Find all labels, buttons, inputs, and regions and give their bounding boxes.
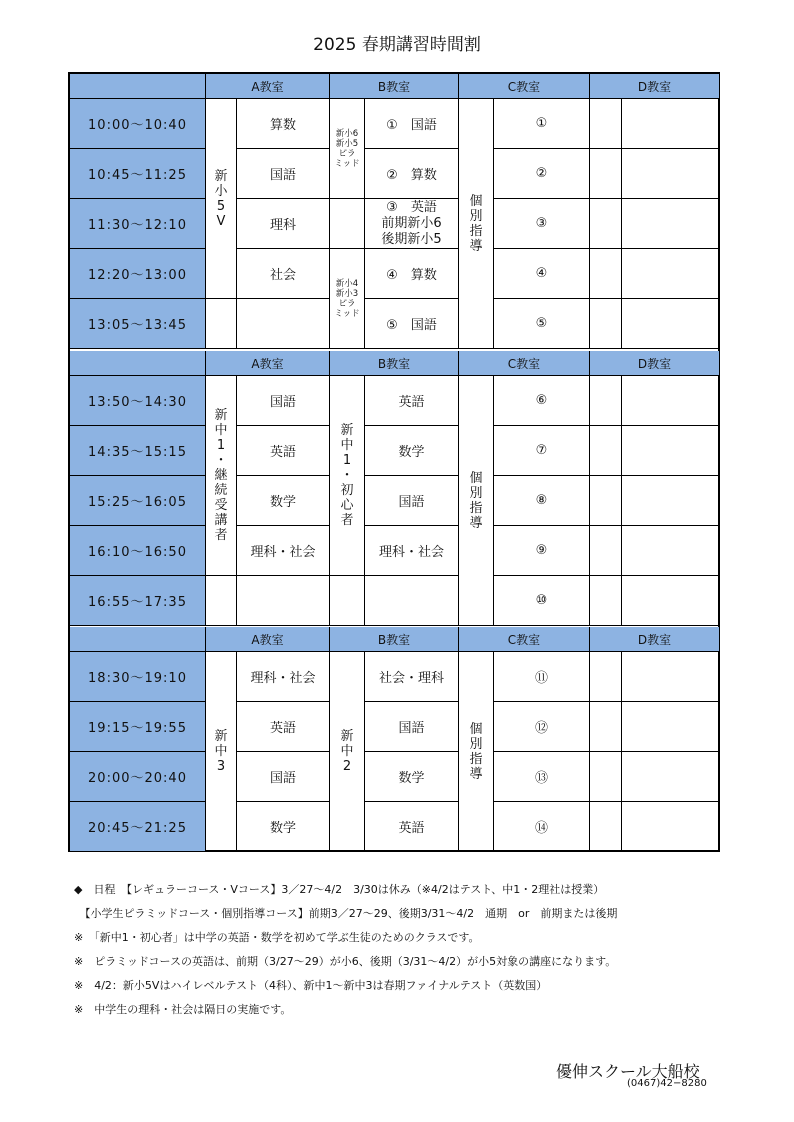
cell-text: 18:30〜19:10: [88, 671, 187, 686]
a-group-empty: [206, 576, 237, 626]
group-char: 1: [216, 438, 226, 453]
cell-text: ⑤ 国語: [386, 318, 437, 333]
b-subject: [365, 426, 459, 476]
cell-text: C教室: [507, 79, 541, 94]
group-char: 導: [469, 766, 483, 782]
school-name: 優伸スクール大船校: [556, 1062, 700, 1081]
room-header: [206, 74, 330, 99]
cell-text: 算数: [269, 118, 296, 133]
group-char: ・: [214, 453, 228, 468]
c-number: [494, 199, 590, 249]
c-group-label: [459, 99, 494, 349]
cell-text: C教室: [507, 356, 541, 371]
group-char: 続: [214, 483, 228, 498]
cell-text: D教室: [637, 356, 672, 371]
room-header: [459, 351, 590, 376]
time-slot: [70, 99, 206, 149]
note-beginner: ※ 「新中1・初心者」は中学の英語・数学を初めて学ぶ生徒のためのクラスです。: [74, 931, 480, 944]
c-number: [494, 299, 590, 349]
room-header: [590, 74, 720, 99]
cell-text: 英語: [398, 395, 425, 410]
d-room-cell: [622, 526, 720, 576]
room-header: [590, 627, 720, 652]
d-room-group: [590, 476, 622, 526]
cell-text: 数学: [398, 445, 425, 460]
group-char: 2: [342, 759, 352, 774]
cell-text: 19:15〜19:55: [88, 721, 187, 736]
b-subject: [365, 802, 459, 852]
cell-text: ⑫: [534, 721, 548, 736]
cell-text: 10:45〜11:25: [88, 168, 187, 183]
group-char: V: [216, 213, 226, 229]
d-room-group: [590, 426, 622, 476]
d-room-cell: [622, 99, 720, 149]
d-room-cell: [622, 149, 720, 199]
d-room-cell: [622, 752, 720, 802]
d-room-group: [590, 576, 622, 626]
group-char: 継: [214, 468, 228, 483]
c-group-label: [459, 376, 494, 626]
cell-text: ④ 算数: [386, 268, 437, 283]
cell-text: 理科・社会: [250, 545, 316, 560]
cell-text: 16:55〜17:35: [88, 595, 187, 610]
room-header: [330, 627, 459, 652]
cell-text: ⑦: [535, 443, 548, 458]
group-char: 新: [214, 729, 228, 744]
cell-text: 数学: [269, 821, 296, 836]
c-number: [494, 802, 590, 852]
room-header: [330, 74, 459, 99]
cell-text: 12:20〜13:00: [88, 268, 187, 283]
a-subject: [237, 249, 330, 299]
timetable: [68, 72, 720, 852]
room-header: [590, 351, 720, 376]
cell-text: 国語: [398, 721, 425, 736]
cell-text: 社会・理科: [378, 671, 444, 686]
group-char: 新: [214, 168, 228, 184]
a-group-label: [206, 652, 237, 852]
cell-text: ⑨: [535, 543, 548, 558]
d-room-group: [590, 802, 622, 852]
a-subject: [237, 426, 330, 476]
cell-text: A教室: [251, 356, 284, 371]
group-char: 初: [340, 483, 354, 498]
d-room-group: [590, 199, 622, 249]
group-char: 個: [469, 721, 483, 737]
group-char: ピラ: [338, 298, 356, 309]
b-subject: [365, 376, 459, 426]
cell-text: A教室: [251, 79, 284, 94]
time-slot: [70, 249, 206, 299]
cell-text: 理科・社会: [378, 545, 444, 560]
cell-text: 英語: [398, 821, 425, 836]
c-number: [494, 752, 590, 802]
cell-text: 前期新小6: [381, 215, 442, 231]
notes: [74, 878, 617, 1022]
d-room-group: [590, 149, 622, 199]
group-char: 中: [214, 423, 228, 438]
b-subject: [365, 299, 459, 349]
cell-text: 数学: [398, 771, 425, 786]
cell-text: D教室: [637, 79, 672, 94]
room-header: [206, 351, 330, 376]
group-char: 受: [214, 498, 228, 513]
cell-text: 理科・社会: [250, 671, 316, 686]
a-group-label: [206, 376, 237, 576]
group-char: 別: [469, 485, 483, 501]
b-subject: [365, 526, 459, 576]
room-header: [459, 74, 590, 99]
b-group-label: [330, 249, 365, 349]
group-char: 中: [214, 744, 228, 759]
d-room-cell: [622, 652, 720, 702]
d-room-cell: [622, 249, 720, 299]
group-char: 心: [340, 498, 354, 513]
group-char: 個: [469, 193, 483, 209]
cell-text: 14:35〜15:15: [88, 445, 187, 460]
group-char: 3: [216, 759, 226, 774]
group-char: 新: [214, 408, 228, 423]
time-slot: [70, 526, 206, 576]
d-room-cell: [622, 376, 720, 426]
time-slot: [70, 476, 206, 526]
a-subject: [237, 702, 330, 752]
a-subject: [237, 476, 330, 526]
c-number: [494, 249, 590, 299]
room-header: [330, 351, 459, 376]
school-phone: (0467)42−8280: [627, 1078, 707, 1089]
d-room-group: [590, 99, 622, 149]
d-room-group: [590, 526, 622, 576]
b-subject: [365, 702, 459, 752]
cell-text: 11:30〜12:10: [88, 218, 187, 233]
d-room-group: [590, 702, 622, 752]
d-room-cell: [622, 299, 720, 349]
group-char: 新小6: [335, 128, 359, 139]
d-room-cell: [622, 476, 720, 526]
a-subject: [237, 149, 330, 199]
cell-text: ⑬: [534, 771, 548, 786]
cell-text: ⑥: [535, 393, 548, 408]
b-subject: [365, 249, 459, 299]
group-char: 新小5: [335, 138, 359, 149]
a-subject: [237, 199, 330, 249]
cell-text: 国語: [269, 168, 296, 183]
b-subject: [365, 99, 459, 149]
cell-text: 英語: [269, 445, 296, 460]
cell-text: ⑧: [535, 493, 548, 508]
note-pyramid-english: ※ ピラミッドコースの英語は、前期（3/27〜29）が小6、後期（3/31〜4/2）が小5対象の講座になります。: [74, 955, 617, 968]
group-char: 別: [469, 208, 483, 224]
time-slot: [70, 802, 206, 852]
note-science-social: ※ 中学生の理科・社会は隔日の実施です。: [74, 1003, 292, 1016]
group-char: 5: [216, 198, 226, 214]
a-subject: [237, 752, 330, 802]
time-slot: [70, 376, 206, 426]
group-char: 指: [469, 751, 483, 767]
cell-text: ⑭: [534, 821, 548, 836]
group-char: 別: [469, 736, 483, 752]
b-subject: [365, 652, 459, 702]
cell-text: 国語: [269, 771, 296, 786]
header-corner: [70, 351, 206, 376]
cell-text: 10:00〜10:40: [88, 118, 187, 133]
b-group-label: [330, 99, 365, 199]
cell-text: 社会: [269, 268, 296, 283]
cell-text: 数学: [269, 495, 296, 510]
b-group-empty: [330, 199, 365, 249]
b-subject-empty: [365, 576, 459, 626]
cell-text: 国語: [398, 495, 425, 510]
group-char: 新: [340, 423, 354, 438]
d-room-cell: [622, 199, 720, 249]
cell-text: ⑤: [535, 316, 548, 331]
group-char: 導: [469, 238, 483, 254]
page-title: 2025 春期講習時間割: [313, 35, 481, 55]
c-group-label: [459, 652, 494, 852]
cell-text: ④: [535, 266, 548, 281]
b-group-label: [330, 376, 365, 576]
group-char: 講: [214, 513, 228, 528]
cell-text: 20:45〜21:25: [88, 821, 187, 836]
c-number: [494, 576, 590, 626]
cell-text: D教室: [637, 632, 672, 647]
note-schedule: ◆ 日程 【レギュラーコース・Vコース】3／27〜4/2 3/30は休み（※4/2はテスト、中1・2理社は授業）: [74, 883, 605, 896]
a-subject: [237, 802, 330, 852]
d-room-cell: [622, 702, 720, 752]
cell-text: ② 算数: [386, 168, 437, 183]
b-subject: [365, 199, 459, 249]
time-slot: [70, 576, 206, 626]
cell-text: A教室: [251, 632, 284, 647]
a-subject-empty: [237, 576, 330, 626]
c-number: [494, 99, 590, 149]
group-char: 中: [340, 438, 354, 453]
cell-text: ⑪: [534, 671, 548, 686]
note-pyramid-schedule: 【小学生ピラミッドコース・個別指導コース】前期3／27〜29、後期3/31〜4/2 通期 or 前期または後期: [74, 907, 618, 920]
group-char: 中: [340, 744, 354, 759]
cell-text: 20:00〜20:40: [88, 771, 187, 786]
d-room-group: [590, 299, 622, 349]
a-subject: [237, 99, 330, 149]
b-subject: [365, 752, 459, 802]
group-char: ピラ: [338, 148, 356, 159]
b-group-label: [330, 652, 365, 852]
cell-text: B教室: [377, 79, 411, 94]
room-header: [206, 627, 330, 652]
cell-text: ②: [535, 166, 548, 181]
cell-text: 13:50〜14:30: [88, 395, 187, 410]
group-char: ミッド: [334, 158, 360, 169]
c-number: [494, 426, 590, 476]
group-char: 指: [469, 500, 483, 516]
group-char: 新: [340, 729, 354, 744]
d-room-group: [590, 376, 622, 426]
time-slot: [70, 752, 206, 802]
d-room-cell: [622, 802, 720, 852]
b-subject: [365, 149, 459, 199]
cell-text: B教室: [377, 632, 411, 647]
cell-text: ① 国語: [386, 118, 437, 133]
cell-text: ③: [535, 216, 548, 231]
a-subject: [237, 376, 330, 426]
cell-text: ⑩: [535, 593, 548, 608]
group-char: 導: [469, 515, 483, 531]
cell-text: ①: [535, 116, 548, 131]
d-room-group: [590, 249, 622, 299]
d-room-cell: [622, 576, 720, 626]
group-char: 1: [342, 453, 352, 468]
room-header: [459, 627, 590, 652]
group-char: ミッド: [334, 308, 360, 319]
time-slot: [70, 702, 206, 752]
time-slot: [70, 199, 206, 249]
cell-text: ③ 英語: [386, 199, 437, 215]
d-room-group: [590, 652, 622, 702]
group-char: 者: [214, 528, 228, 543]
a-subject: [237, 526, 330, 576]
c-number: [494, 526, 590, 576]
group-char: 新小4: [335, 278, 359, 289]
cell-text: 英語: [269, 721, 296, 736]
b-group-empty: [330, 576, 365, 626]
a-group-empty: [206, 299, 237, 349]
cell-text: 15:25〜16:05: [88, 495, 187, 510]
d-room-group: [590, 752, 622, 802]
group-char: 小: [214, 183, 228, 199]
cell-text: 理科: [269, 218, 296, 233]
time-slot: [70, 149, 206, 199]
c-number: [494, 149, 590, 199]
cell-text: 後期新小5: [381, 231, 442, 247]
b-subject: [365, 476, 459, 526]
cell-text: 国語: [269, 395, 296, 410]
cell-text: C教室: [507, 632, 541, 647]
group-char: 者: [340, 513, 354, 528]
a-subject: [237, 652, 330, 702]
a-group-label: [206, 99, 237, 299]
time-slot: [70, 426, 206, 476]
group-char: ・: [340, 468, 354, 483]
header-corner: [70, 74, 206, 99]
time-slot: [70, 652, 206, 702]
group-char: 個: [469, 470, 483, 486]
d-room-cell: [622, 426, 720, 476]
c-number: [494, 476, 590, 526]
group-char: 新小3: [335, 288, 359, 299]
c-number: [494, 652, 590, 702]
group-char: 指: [469, 223, 483, 239]
header-corner: [70, 627, 206, 652]
c-number: [494, 376, 590, 426]
c-number: [494, 702, 590, 752]
cell-text: 16:10〜16:50: [88, 545, 187, 560]
a-subject-empty: [237, 299, 330, 349]
cell-text: 13:05〜13:45: [88, 318, 187, 333]
cell-text: B教室: [377, 356, 411, 371]
note-test: ※ 4/2：新小5Vはハイレベルテスト（4科）、新中1〜新中3は春期ファイナルテスト（英数国）: [74, 979, 548, 992]
time-slot: [70, 299, 206, 349]
